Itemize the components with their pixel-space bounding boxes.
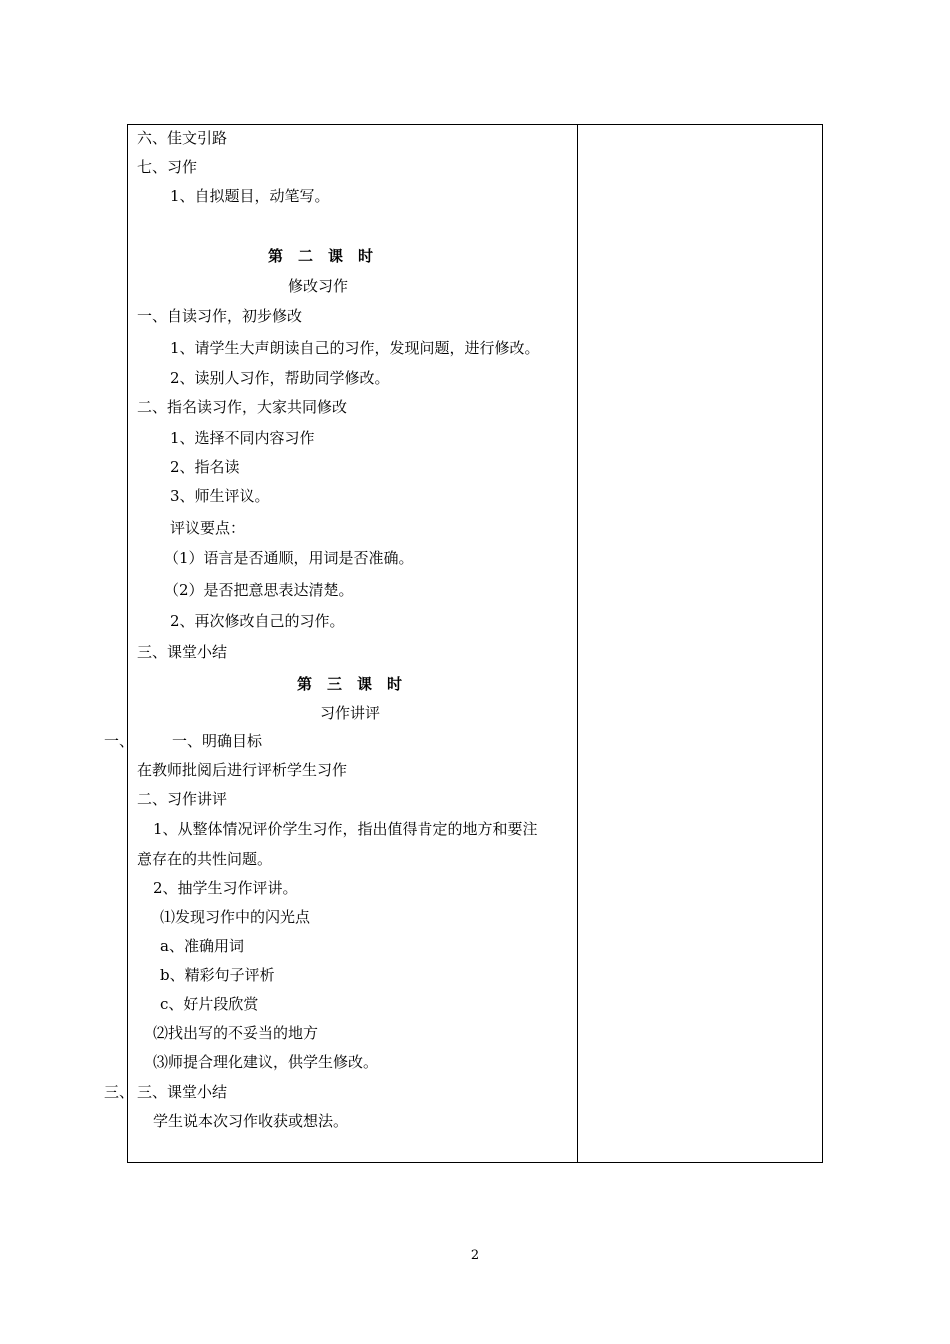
text-line: ⑴发现习作中的闪光点 <box>160 908 311 926</box>
text-line: 学生说本次习作收获或想法。 <box>153 1112 349 1130</box>
text-line: 2、指名读 <box>170 458 240 476</box>
text-line: 三、课堂小结 <box>137 1083 228 1101</box>
text-line: 2、再次修改自己的习作。 <box>170 612 345 630</box>
text-line: （2）是否把意思表达清楚。 <box>164 581 354 599</box>
page-number: 2 <box>470 1248 480 1263</box>
margin-mark: 一、 <box>104 732 135 750</box>
text-line: a、准确用词 <box>160 937 244 955</box>
text-line: 修改习作 <box>288 277 349 295</box>
text-line: ⑵找出写的不妥当的地方 <box>153 1024 319 1042</box>
text-line: 六、佳文引路 <box>137 129 228 147</box>
text-line: 3、师生评议。 <box>170 487 270 505</box>
text-line: 二、指名读习作，大家共同修改 <box>137 398 348 416</box>
text-line: 1、从整体情况评价学生习作，指出值得肯定的地方和要注 <box>153 820 538 838</box>
text-line: b、精彩句子评析 <box>160 966 275 984</box>
text-line: 2、读别人习作，帮助同学修改。 <box>170 369 390 387</box>
text-line: 二、习作讲评 <box>137 790 228 808</box>
text-line: 在教师批阅后进行评析学生习作 <box>137 761 348 779</box>
text-line: 习作讲评 <box>320 704 381 722</box>
text-line: 2、抽学生习作评讲。 <box>153 879 298 897</box>
margin-mark: 三、 <box>104 1083 135 1101</box>
text-line: （1）语言是否通顺，用词是否准确。 <box>164 549 414 567</box>
text-line: 评议要点： <box>170 519 246 537</box>
lesson-heading: 第 三 课 时 <box>297 675 403 693</box>
text-line: 1、请学生大声朗读自己的习作，发现问题，进行修改。 <box>170 339 540 357</box>
text-line: 1、自拟题目，动笔写。 <box>170 187 330 205</box>
lesson-heading: 第 二 课 时 <box>268 247 374 265</box>
column-divider <box>577 125 578 1162</box>
text-line: 一、明确目标 <box>172 732 263 750</box>
text-line: 一、自读习作，初步修改 <box>137 307 303 325</box>
text-line: ⑶师提合理化建议，供学生修改。 <box>153 1053 379 1071</box>
text-line: 1、选择不同内容习作 <box>170 429 315 447</box>
text-line: 意存在的共性问题。 <box>137 850 273 868</box>
text-line: 七、习作 <box>137 158 198 176</box>
text-line: c、好片段欣赏 <box>160 995 259 1013</box>
text-line: 三、课堂小结 <box>137 643 228 661</box>
